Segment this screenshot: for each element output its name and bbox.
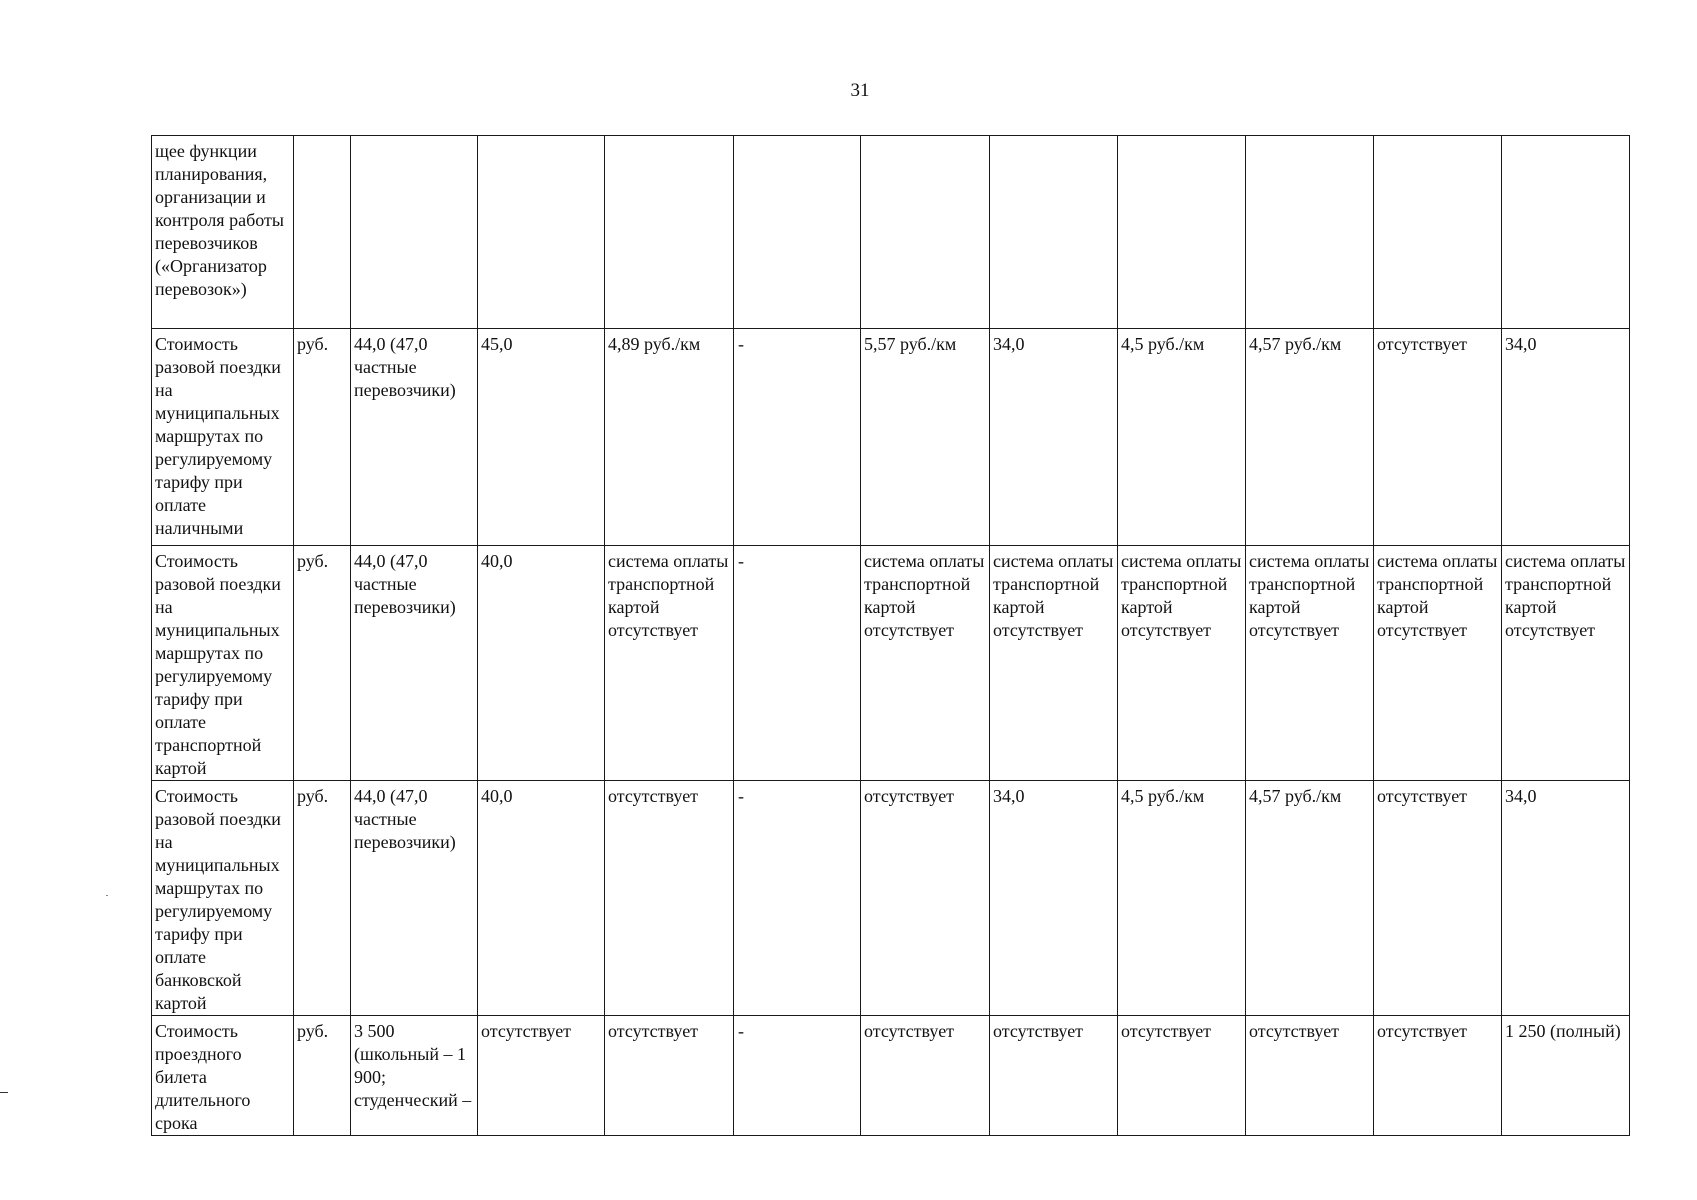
table-row — [152, 546, 1630, 781]
table-cell: 34,0 — [990, 781, 1118, 1016]
table-row — [152, 1016, 1630, 1136]
tariff-table — [151, 135, 1630, 1136]
table-cell: отсутствует — [1246, 1016, 1374, 1136]
row-label: щее функции планирования, организации и контроля работы перевозчиков («Организатор перевозок») — [152, 136, 294, 329]
table-cell — [605, 136, 734, 329]
table-row — [152, 136, 1630, 329]
scan-speck — [106, 895, 108, 896]
table-cell: отсутствует — [605, 781, 734, 1016]
table-cell — [351, 136, 478, 329]
table-cell: 3 500 (школьный – 1 900; студенческий – — [351, 1016, 478, 1136]
table-cell: отсутствует — [1374, 329, 1502, 546]
table-cell: 44,0 (47,0 частные перевозчики) — [351, 781, 478, 1016]
table-cell: 40,0 — [478, 781, 605, 1016]
table-cell: отсутствует — [861, 1016, 990, 1136]
table-cell: система оплаты транспортной картой отсутствует — [1502, 546, 1630, 781]
scan-edge-mark — [0, 1092, 8, 1093]
table-cell: 45,0 — [478, 329, 605, 546]
table-cell: отсутствует — [478, 1016, 605, 1136]
table-cell: система оплаты транспортной картой отсутствует — [990, 546, 1118, 781]
table-cell: 1 250 (полный) — [1502, 1016, 1630, 1136]
table-cell — [1374, 136, 1502, 329]
table-cell — [990, 136, 1118, 329]
table-cell — [1246, 136, 1374, 329]
table-cell: система оплаты транспортной картой отсутствует — [1374, 546, 1502, 781]
table-cell: 44,0 (47,0 частные перевозчики) — [351, 329, 478, 546]
row-label: Стоимость разовой поездки на муниципальных маршрутах по регулируемому тарифу при оплате наличными — [152, 329, 294, 546]
table-cell: 34,0 — [1502, 329, 1630, 546]
table-cell: 44,0 (47,0 частные перевозчики) — [351, 546, 478, 781]
table-cell: - — [734, 329, 861, 546]
table-body — [152, 136, 1630, 1136]
table-cell — [1502, 136, 1630, 329]
table-cell: - — [734, 781, 861, 1016]
table-cell: 4,57 руб./км — [1246, 781, 1374, 1016]
table-cell: система оплаты транспортной картой отсутствует — [1246, 546, 1374, 781]
page-number: 31 — [850, 80, 870, 101]
table-cell — [734, 136, 861, 329]
table-cell: 4,57 руб./км — [1246, 329, 1374, 546]
unit-cell: руб. — [294, 329, 351, 546]
table-cell: отсутствует — [861, 781, 990, 1016]
table-cell: отсутствует — [990, 1016, 1118, 1136]
table-cell: 4,5 руб./км — [1118, 781, 1246, 1016]
table-cell: - — [734, 1016, 861, 1136]
table-cell: отсутствует — [605, 1016, 734, 1136]
table-cell: 34,0 — [1502, 781, 1630, 1016]
unit-cell: руб. — [294, 1016, 351, 1136]
table-cell: 5,57 руб./км — [861, 329, 990, 546]
table-cell: 34,0 — [990, 329, 1118, 546]
table-cell: система оплаты транспортной картой отсутствует — [1118, 546, 1246, 781]
table-cell: 4,89 руб./км — [605, 329, 734, 546]
table-cell: 40,0 — [478, 546, 605, 781]
table-cell — [861, 136, 990, 329]
table-cell: отсутствует — [1374, 781, 1502, 1016]
table-cell — [478, 136, 605, 329]
table-cell: 4,5 руб./км — [1118, 329, 1246, 546]
table-cell — [1118, 136, 1246, 329]
table-row — [152, 781, 1630, 1016]
table-cell: система оплаты транспортной картой отсутствует — [861, 546, 990, 781]
table-row — [152, 329, 1630, 546]
table-cell: отсутствует — [1118, 1016, 1246, 1136]
unit-cell: руб. — [294, 781, 351, 1016]
row-label: Стоимость проездного билета длительного срока — [152, 1016, 294, 1136]
unit-cell — [294, 136, 351, 329]
row-label: Стоимость разовой поездки на муниципальных маршрутах по регулируемому тарифу при оплате банковской картой — [152, 781, 294, 1016]
table-cell: система оплаты транспортной картой отсутствует — [605, 546, 734, 781]
table-cell: отсутствует — [1374, 1016, 1502, 1136]
unit-cell: руб. — [294, 546, 351, 781]
row-label: Стоимость разовой поездки на муниципальных маршрутах по регулируемому тарифу при оплате транспортной картой — [152, 546, 294, 781]
table-cell: - — [734, 546, 861, 781]
